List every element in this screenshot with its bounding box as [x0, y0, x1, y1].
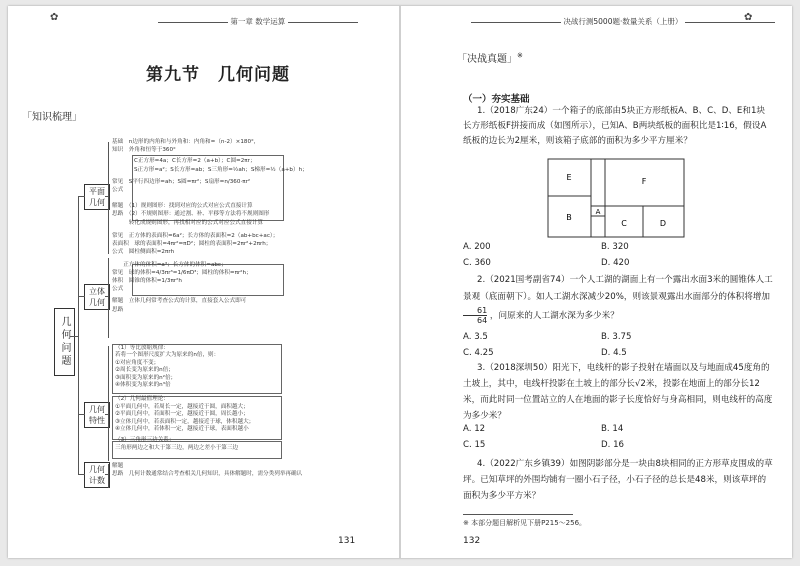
- branch-plane-geometry: 平面几何: [84, 184, 110, 210]
- fraction-denominator: 64: [477, 316, 488, 325]
- bracket-solid-stub: [105, 296, 109, 297]
- prop-line: ④立体几何中，若体积一定，越接近于球，表面积越小: [115, 426, 249, 433]
- section-tag-exam: 「决战真题」※: [457, 51, 523, 65]
- section-title: 第九节 几何问题: [146, 65, 290, 85]
- diagram-label-b: B: [566, 213, 572, 222]
- q3-option-a: A. 12: [463, 424, 486, 434]
- solid-line: 解题 立体几何常考查公式的计算，直接套入公式即可: [112, 298, 247, 305]
- bracket-counting: [108, 464, 109, 488]
- q1-option-b: B. 320: [601, 242, 629, 252]
- solid-line: 常见 正方体的表面积=6a²；长方体的表面积=2（ab+bc+ac）；: [112, 233, 279, 239]
- q1-option-d: D. 420: [601, 258, 630, 268]
- prop-line: 三角形两边之和大于第三边，两边之差小于第三边: [115, 444, 239, 451]
- q3-option-d: D. 16: [601, 440, 625, 450]
- q3-option-b: B. 14: [601, 424, 624, 434]
- plane-line: S正方形=a²；S长方形=ab；S三角形=½ah；S梯形=½（a+b）h；: [134, 166, 308, 173]
- ornament-icon: ✿: [50, 12, 59, 23]
- book-spread: [8, 6, 792, 558]
- section-tag-knowledge: 「知识梳理」: [22, 112, 82, 123]
- plane-text: [112, 138, 308, 227]
- footnote: ※ 本部分题目解析见下册P215～256。: [463, 519, 587, 527]
- subsection-title: （一）夯实基础: [463, 94, 530, 105]
- plane-line: 基础 n边形的内角和与外角和：内角和=（n-2）×180°，: [112, 139, 260, 145]
- bracket-plane-stub: [105, 196, 109, 197]
- prop-line: ①对应角度不变；: [115, 359, 160, 366]
- link-counting: [78, 474, 85, 475]
- bracket-solid: [108, 258, 109, 338]
- question-1-diagram: [547, 158, 685, 238]
- prop-line: （2）几何最值理论：: [115, 396, 169, 403]
- solid-line: 公式: [112, 286, 124, 293]
- q2-option-b: B. 3.75: [601, 332, 632, 342]
- solid-line: 常见 球的体积=4/3πr³=1/6πD³；圆柱的体积=πr²h；: [112, 269, 252, 276]
- prop-line: （3）三角形三边关系：: [115, 437, 175, 444]
- bracket-plane: [108, 142, 109, 254]
- plane-line: 转化成规则图形，再找相对应的公式对应公式直接计算: [112, 219, 264, 226]
- bracket-properties: [108, 346, 109, 461]
- mindmap-root-link: [70, 336, 79, 337]
- solid-line: 公式 圆柱侧面积=2πrh: [112, 249, 175, 256]
- link-properties: [78, 414, 85, 415]
- q2-option-a: A. 3.5: [463, 332, 488, 342]
- fraction-numerator: 61: [463, 306, 487, 316]
- question-4: 4.（2022广东乡镇39）如图阴影部分是一块由8块相同的正方形草皮围成的草坪。已知草坪的外围均铺有一圈小石子径，小石子径的总长是48米，则该草坪的面积为多少平方米？: [463, 459, 773, 501]
- chapter-title: 数学运算: [255, 17, 286, 26]
- properties-text: [115, 345, 254, 452]
- plane-line: 知识 外角和恒等于360°: [112, 147, 176, 154]
- prop-line: ①平面几何中，若周长一定，越接近于圆，面积越大；: [115, 403, 249, 410]
- prop-line: ②周长变为原来的n倍；: [115, 367, 174, 374]
- chapter-number: 第一章: [230, 17, 253, 26]
- section-tag-label: 知识梳理: [32, 112, 72, 123]
- solid-text: [112, 232, 278, 314]
- prop-line: ③立体几何中，若表面积一定，越接近于球，体积越大；: [115, 418, 255, 425]
- link-plane: [78, 196, 85, 197]
- prop-line: 若将一个图形尺度扩大为原来的n倍，则：: [115, 352, 220, 359]
- q2-text-after: ，问原来的人工湖水深为多少米？: [489, 311, 619, 321]
- running-header-right: [471, 16, 775, 27]
- solid-line: 思路: [112, 306, 124, 313]
- left-page: [8, 6, 398, 558]
- question-2: [463, 272, 773, 325]
- plane-line: 公式: [112, 187, 124, 194]
- q2-text-before: 2.（2021国考副省74）一个人工湖的湖面上有一个露出水面3米的圆锥体人工景观（底面朝下）。如人工湖水深减少20%，则该景观露出水面部分的体积将增加: [463, 275, 773, 302]
- plane-line: 常见 S平行四边形=ah；S圆=πr²；S扇形=n/360·πr²: [112, 178, 251, 185]
- q2-option-d: D. 4.5: [601, 348, 627, 358]
- link-solid: [78, 296, 85, 297]
- prop-line: ②平面几何中，若面积一定，越接近于圆，周长越小；: [115, 411, 249, 418]
- solid-line: 体积 圆锥的体积=1/3πr²h: [112, 278, 182, 285]
- q1-option-c: C. 360: [463, 258, 491, 268]
- branch-geometry-properties: 几何特性: [84, 402, 110, 428]
- q2-fraction: [463, 306, 487, 325]
- right-page: [401, 6, 791, 558]
- book-title: 决战行测5000题·数量关系（上册）: [563, 17, 683, 26]
- plane-line: 思路 （2）不规则图形：通过割、补、平移等方法将不规则图形: [112, 211, 270, 218]
- mindmap-trunk: [78, 196, 79, 474]
- count-line: 思路 几何计数通常结合考查相关几何知识，具体解题时，需分类列举再确认: [112, 471, 303, 478]
- solid-line: 正方体的体积=a³；长方体的体积=abc；: [112, 261, 227, 268]
- diagram-label-a: A: [595, 208, 601, 216]
- diagram-label-c: C: [621, 219, 627, 228]
- diagram-label-f: F: [641, 177, 647, 186]
- footnote-rule: [463, 514, 573, 515]
- plane-line: 解题 （1）规则图形：找到对应的公式对应公式直接计算: [112, 203, 253, 210]
- count-line: 解题: [112, 463, 124, 469]
- question-3: 3.（2018深圳50）阳光下，电线杆的影子投射在墙面以及与地面成45度角的土坡上，其中，电线杆投影在土坡上的部分长√2米，投影在地面上的部分长12米，而此时同一位置站立的人在地面的影子长度恰好与身高相同，则电线杆的高度为多少米？: [463, 363, 773, 421]
- page-number-right: 132: [463, 536, 481, 546]
- solid-line: 表面积 球的表面积=4πr²=πD²；圆柱的表面积=2πr²+2πrh；: [112, 241, 272, 248]
- branch-solid-geometry: 立体几何: [84, 284, 110, 310]
- q1-option-a: A. 200: [463, 242, 491, 252]
- mindmap-root: 几何问题: [54, 308, 75, 376]
- diagram-label-d: D: [659, 219, 667, 228]
- page-number-left: 131: [338, 536, 356, 546]
- prop-line: ④体积变为原来的n³倍: [115, 382, 171, 389]
- section-mark: ※: [517, 51, 523, 60]
- prop-line: （1）等比放缩规律：: [115, 345, 169, 351]
- diagram-label-e: E: [566, 173, 572, 182]
- plane-line: C正方形=4a；C长方形=2（a+b）；C圆=2πr；: [134, 158, 256, 165]
- prop-line: ③面积变为原来的n²倍；: [115, 374, 177, 381]
- section-tag-label: 决战真题: [467, 54, 507, 65]
- q2-option-c: C. 4.25: [463, 348, 494, 358]
- bracket-counting-stub: [105, 474, 109, 475]
- ornament-icon: ✿: [744, 12, 753, 23]
- q3-option-c: C. 15: [463, 440, 486, 450]
- branch-geometry-counting: 几何计数: [84, 462, 110, 488]
- bracket-properties-stub: [105, 414, 109, 415]
- counting-text: [112, 462, 302, 478]
- question-1: 1.（2018广东24）一个箱子的底部由5块正方形纸板A、B、C、D、E和1块长方形纸板F拼接而成（如图所示），已知A、B两块纸板的面积比是1∶16，假设A纸板的边长为2厘米，则该箱子底部的面积为多少平方厘米？: [463, 106, 767, 146]
- running-header-left: [158, 16, 358, 27]
